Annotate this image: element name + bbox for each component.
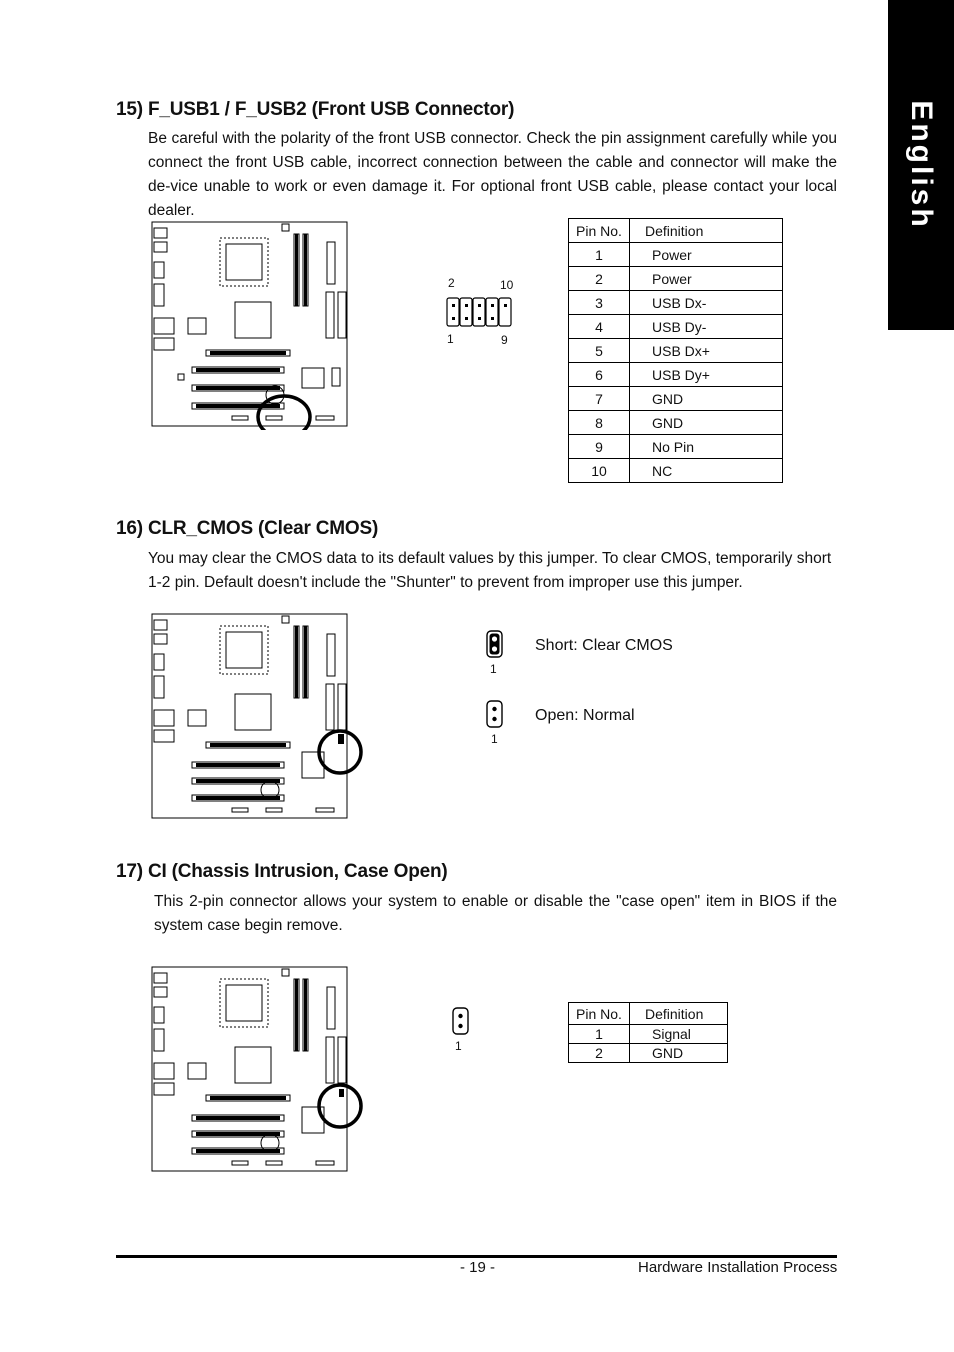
- table-header-row: [569, 1003, 728, 1025]
- pin-definition: NC: [630, 459, 783, 483]
- pin-number: 8: [569, 411, 630, 435]
- jumper-short-pin-1: 1: [490, 662, 497, 676]
- table-row: [569, 459, 783, 483]
- table-row: [569, 411, 783, 435]
- pin-definition: GND: [630, 411, 783, 435]
- pin-number: 9: [569, 435, 630, 459]
- ci-connector-icon: [452, 1007, 470, 1035]
- jumper-open-icon: [486, 700, 504, 728]
- pin-number: 5: [569, 339, 630, 363]
- footer-section-title: Hardware Installation Process: [638, 1259, 838, 1276]
- table-row: [569, 315, 783, 339]
- section-15-title: 15) F_USB1 / F_USB2 (Front USB Connector): [116, 99, 515, 120]
- motherboard-diagram-usb: [150, 220, 350, 430]
- table-row: [569, 291, 783, 315]
- table-row: [569, 435, 783, 459]
- ci-pin-1-label: 1: [455, 1039, 462, 1053]
- definition-header: Definition: [630, 1003, 728, 1025]
- definition-header: Definition: [630, 219, 783, 243]
- language-tab: [888, 0, 954, 330]
- table-row: [569, 387, 783, 411]
- pin-number: 1: [569, 243, 630, 267]
- usb-header-icon: [446, 296, 514, 330]
- pin-definition: USB Dy-: [630, 315, 783, 339]
- pin-definition: Power: [630, 267, 783, 291]
- table-row: [569, 363, 783, 387]
- language-tab-label: English: [905, 100, 938, 230]
- table-row: [569, 1044, 728, 1063]
- pin-definition: GND: [630, 387, 783, 411]
- section-17-title: 17) CI (Chassis Intrusion, Case Open): [116, 861, 448, 882]
- pin-definition: No Pin: [630, 435, 783, 459]
- pin-number: 6: [569, 363, 630, 387]
- page-number: - 19 -: [460, 1259, 496, 1276]
- short-clear-cmos-label: Short: Clear CMOS: [535, 637, 673, 654]
- pin-number: 10: [569, 459, 630, 483]
- section-16-title: 16) CLR_CMOS (Clear CMOS): [116, 518, 379, 539]
- ci-pin-table: [568, 1002, 728, 1063]
- jumper-open-pin-1: 1: [491, 732, 498, 746]
- usb-pin-1-label: 1: [447, 332, 454, 346]
- usb-pin-10-label: 10: [500, 278, 514, 292]
- open-normal-label: Open: Normal: [535, 707, 635, 724]
- footer-divider: [116, 1255, 837, 1258]
- section-17-text: This 2-pin connector allows your system to enable or disable the "case open" item in BIOS if the system case begin remove.: [154, 893, 837, 934]
- jumper-short-icon: [486, 630, 504, 658]
- pin-number: 7: [569, 387, 630, 411]
- section-15-text: Be careful with the polarity of the front USB connector. Check the pin assignment carefully while you connect the front USB cable, incorrect connection between the cable and connector will make the de-vice unable to work or even damage it. For optional front USB cable, please contact your local dealer.: [148, 130, 837, 219]
- pin-definition: Power: [630, 243, 783, 267]
- pin-definition: GND: [630, 1044, 728, 1063]
- pin-no-header: Pin No.: [569, 219, 630, 243]
- table-row: [569, 243, 783, 267]
- table-row: [569, 267, 783, 291]
- table-row: [569, 1025, 728, 1044]
- pin-number: 2: [569, 267, 630, 291]
- section-16-text: You may clear the CMOS data to its default values by this jumper. To clear CMOS, temporarily short 1-2 pin. Default doesn't include the "Shunter" to prevent from improper use this jumper.: [148, 550, 832, 591]
- pin-number: 3: [569, 291, 630, 315]
- pin-no-header: Pin No.: [569, 1003, 630, 1025]
- motherboard-diagram-ci: [150, 965, 366, 1175]
- pin-definition: Signal: [630, 1025, 728, 1044]
- table-header-row: [569, 219, 783, 243]
- motherboard-diagram-cmos: [150, 612, 366, 822]
- table-row: [569, 339, 783, 363]
- pin-number: 4: [569, 315, 630, 339]
- pin-definition: USB Dx-: [630, 291, 783, 315]
- usb-pin-2-label: 2: [448, 276, 455, 290]
- usb-pin-table: [568, 218, 783, 483]
- usb-pin-9-label: 9: [501, 333, 508, 347]
- pin-number: 2: [569, 1044, 630, 1063]
- pin-number: 1: [569, 1025, 630, 1044]
- pin-definition: USB Dy+: [630, 363, 783, 387]
- pin-definition: USB Dx+: [630, 339, 783, 363]
